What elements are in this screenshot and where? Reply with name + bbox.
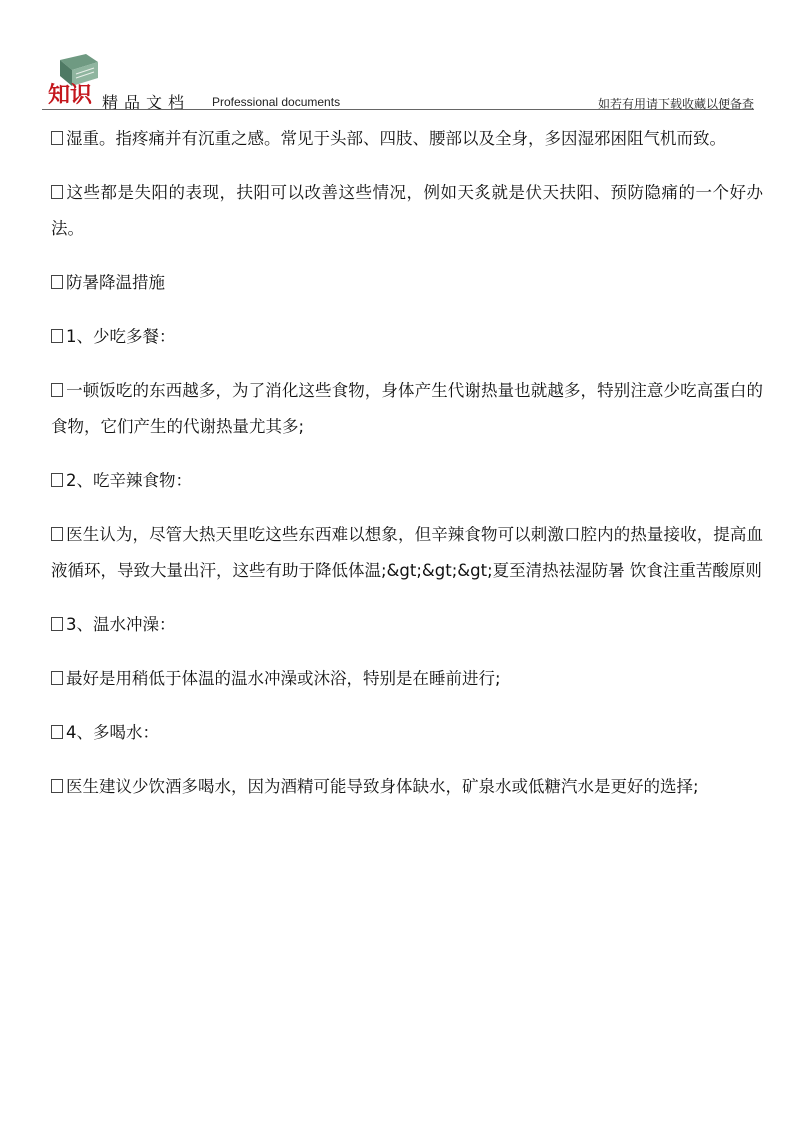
bullet-box-icon [51,779,63,793]
paragraph [51,121,763,157]
bullet-box-icon [51,617,63,631]
bullet-box-icon [51,383,63,397]
page-header [40,52,754,110]
bullet-box-icon [51,527,63,541]
list-heading [51,607,763,643]
paragraph-text: 2、吃辛辣食物： [66,471,192,490]
bullet-box-icon [51,473,63,487]
paragraph-text: 这些都是失阳的表现，扶阳可以改善这些情况，例如天炙就是伏天扶阳、预防隐痛的一个好办法。 [51,183,763,238]
paragraph [51,373,763,445]
paragraph-text: 1、少吃多餐： [66,327,176,346]
bullet-box-icon [51,131,63,145]
header-title: 精品文档 [102,93,191,112]
logo-text: 知识 [48,82,93,106]
list-heading [51,319,763,355]
bullet-box-icon [51,185,63,199]
paragraph-text: 3、温水冲澡： [66,615,176,634]
bullet-box-icon [51,275,63,289]
paragraph-text: 4、多喝水： [66,723,159,742]
paragraph-text: 湿重。指疼痛并有沉重之感。常见于头部、四肢、腰部以及全身，多因湿邪困阻气机而致。 [66,129,726,148]
paragraph-text: 医生认为，尽管大热天里吃这些东西难以想象，但辛辣食物可以刺激口腔内的热量接收，提高血液循环，导致大量出汗，这些有助于降低体温;&gt;&gt;&gt;夏至清热祛湿防暑 饮食注重苦酸原则 [51,525,763,580]
paragraph-text: 一顿饭吃的东西越多，为了消化这些食物，身体产生代谢热量也就越多，特别注意少吃高蛋白的食物，它们产生的代谢热量尤其多; [51,381,763,436]
bullet-box-icon [51,671,63,685]
paragraph [51,661,763,697]
bullet-box-icon [51,329,63,343]
paragraph-text: 医生建议少饮酒多喝水，因为酒精可能导致身体缺水，矿泉水或低糖汽水是更好的选择; [66,777,699,796]
section-heading [51,265,763,301]
paragraph-text: 最好是用稍低于体温的温水冲澡或沐浴，特别是在睡前进行; [66,669,501,688]
bullet-box-icon [51,725,63,739]
document-body [51,121,763,823]
paragraph [51,175,763,247]
list-heading [51,715,763,751]
header-subtitle: Professional documents [212,95,341,109]
book-logo-icon [46,52,104,106]
header-right-note: 如若有用请下载收藏以便备查 [597,97,754,111]
paragraph [51,769,763,805]
paragraph [51,517,763,589]
list-heading [51,463,763,499]
header-divider [42,109,754,110]
paragraph-text: 防暑降温措施 [66,273,165,292]
